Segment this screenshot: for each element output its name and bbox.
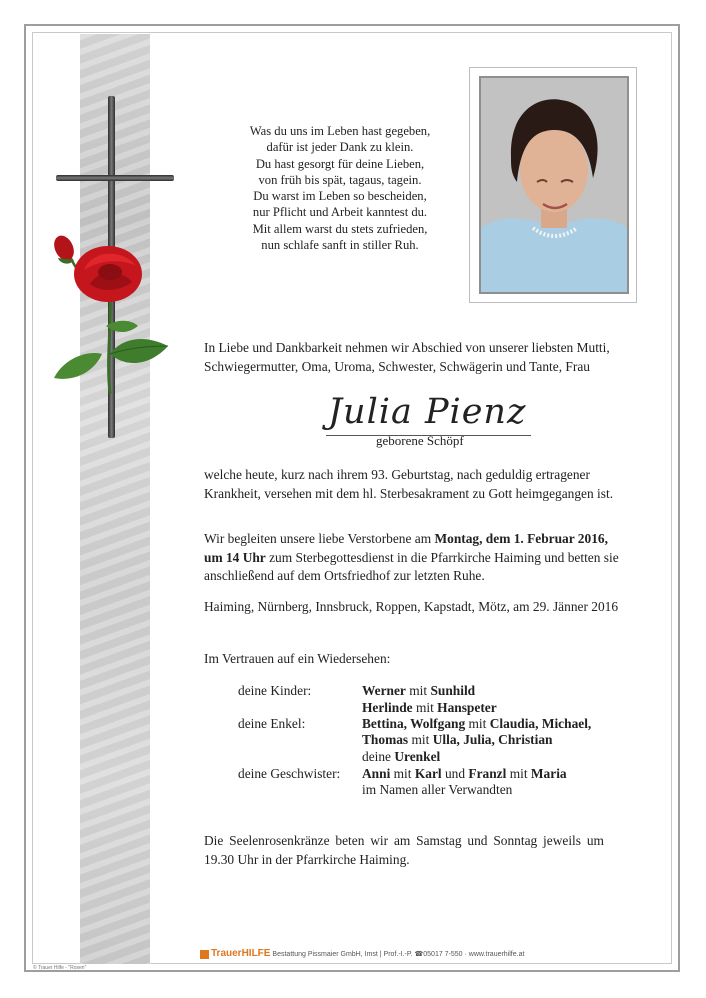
intro-paragraph xyxy=(204,339,640,376)
kinder-line-2: Herlinde mit Hanspeter xyxy=(362,700,497,715)
poem-line: dafür ist jeder Dank zu klein. xyxy=(266,140,414,155)
rosary-line: 19.30 Uhr in der Pfarrkirche Haiming. xyxy=(204,851,410,867)
enkel-line-2: Thomas mit Ulla, Julia, Christian xyxy=(362,732,553,747)
kinder-line-1: Werner mit Sunhild xyxy=(362,683,476,698)
birth-name: geborene Schöpf xyxy=(376,433,464,448)
vertrauen-text: Im Vertrauen auf ein Wiedersehen: xyxy=(204,651,391,666)
trauerhilfe-logo-icon xyxy=(200,950,209,959)
urenkel-line: deine Urenkel xyxy=(362,749,441,764)
intro-line: In Liebe und Dankbarkeit nehmen wir Abschied von unserer liebsten Mutti, xyxy=(204,340,610,355)
funeral-text: anschließend auf dem Ortsfriedhof zur letzten Ruhe. xyxy=(204,568,485,583)
passing-paragraph xyxy=(204,466,640,503)
verwandte-line: im Namen aller Verwandten xyxy=(362,782,513,797)
funeral-paragraph xyxy=(204,530,644,586)
rosary-line: Die Seelenrosenkränze beten wir am Samstag und Sonntag jeweils um xyxy=(204,833,604,848)
intro-line: Schwiegermutter, Oma, Uroma, Schwester, Schwägerin und Tante, Frau xyxy=(204,358,590,374)
funeral-date: Montag, dem 1. Februar 2016, xyxy=(434,531,608,546)
rose-icon xyxy=(40,226,175,396)
portrait-photo xyxy=(479,76,629,294)
cross-bar xyxy=(56,175,174,181)
kinder-label: deine Kinder: xyxy=(238,683,312,698)
copyright: © Trauer Hilfe - "Rosen" xyxy=(33,965,87,971)
footer-text: Bestattung Pissmaier GmbH, Imst | Prof.-I.-P. ☎05017 7-550 · www.trauerhilfe.at xyxy=(272,951,525,958)
poem-line: Du warst im Leben so bescheiden, xyxy=(253,189,427,204)
enkel-label: deine Enkel: xyxy=(238,716,306,731)
funeral-text: Wir begleiten unsere liebe Verstorbene am xyxy=(204,531,435,546)
footer xyxy=(200,948,524,959)
footer-brand: TrauerHILFE xyxy=(211,948,271,959)
poem-line: von früh bis spät, tagaus, tagein. xyxy=(258,172,422,187)
passing-line: welche heute, kurz nach ihrem 93. Geburtstag, nach geduldig ertragener xyxy=(204,467,590,482)
poem-line: Mit allem warst du stets zufrieden, xyxy=(252,221,428,236)
poem-line: nun schlafe sanft in stiller Ruh. xyxy=(261,238,419,253)
enkel-line-1: Bettina, Wolfgang mit Claudia, Michael, xyxy=(362,716,592,731)
decorative-stripe xyxy=(80,34,150,964)
poem xyxy=(200,123,480,253)
geschwister-label: deine Geschwister: xyxy=(238,766,341,781)
place-date: Haiming, Nürnberg, Innsbruck, Roppen, Kapstadt, Mötz, am 29. Jänner 2016 xyxy=(204,599,619,614)
geschwister-line: Anni mit Karl und Franzl mit Maria xyxy=(362,766,567,781)
poem-line: Was du uns im Leben hast gegeben, xyxy=(249,124,431,138)
funeral-text: zum Sterbegottesdienst in die Pfarrkirche Haiming und betten sie xyxy=(265,549,619,565)
deceased-name: Julia Pienz xyxy=(328,392,527,432)
poem-line: Du hast gesorgt für deine Lieben, xyxy=(255,156,425,171)
funeral-time: um 14 Uhr xyxy=(204,549,266,565)
passing-line: Krankheit, versehen mit dem hl. Sterbesakrament zu Gott heimgegangen ist. xyxy=(204,485,614,501)
poem-line: nur Pflicht und Arbeit kanntest du. xyxy=(252,205,428,220)
rosary-paragraph xyxy=(204,832,640,869)
